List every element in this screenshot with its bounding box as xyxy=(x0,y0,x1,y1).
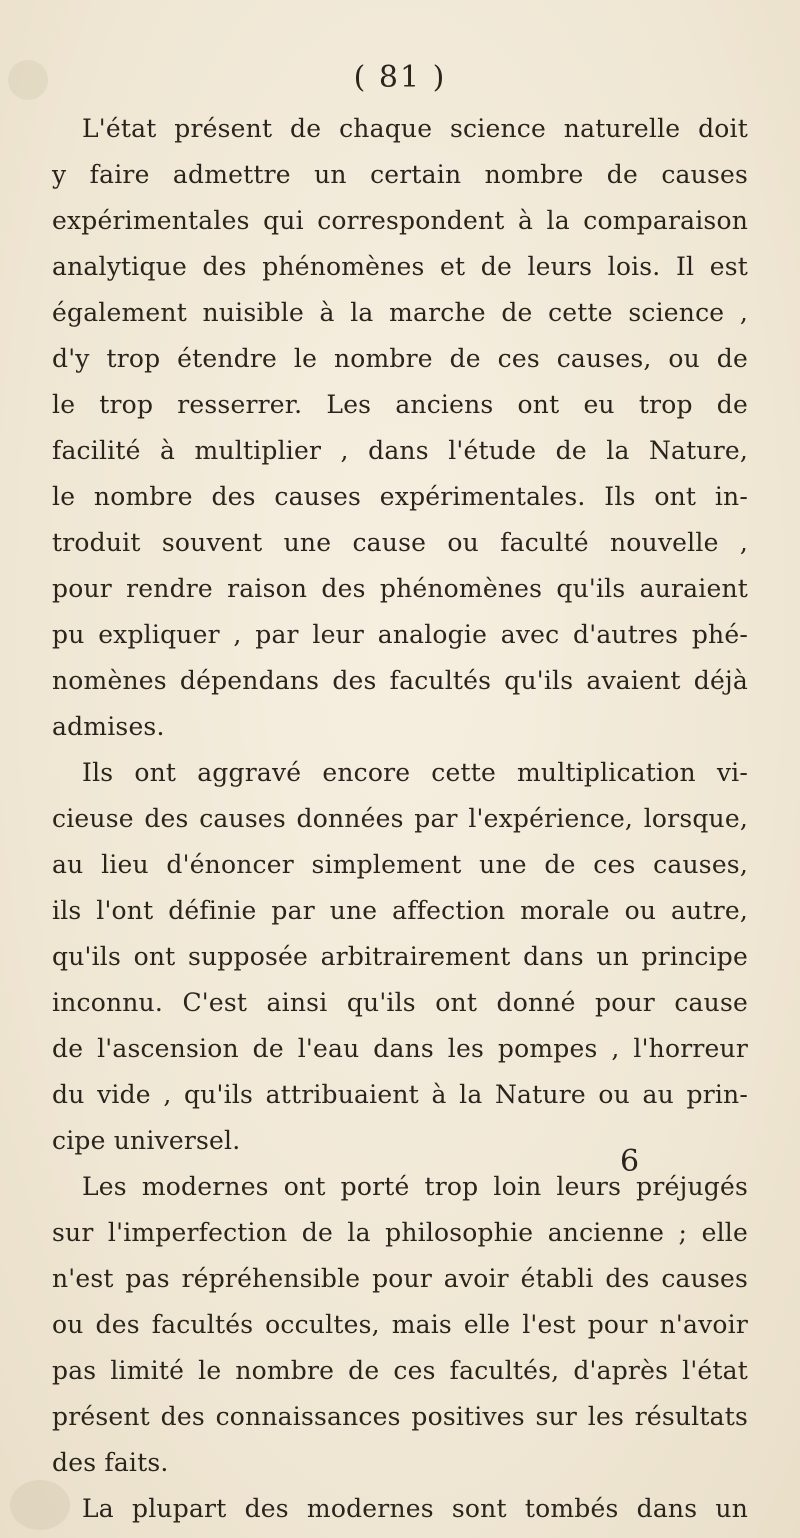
text-line: ils l'ont définie par une affection morale ou autre, xyxy=(52,896,748,925)
text-line: sur l'imperfection de la philosophie ancienne ; elle xyxy=(52,1218,748,1247)
text-line: présent des connaissances positives sur les résultats xyxy=(52,1402,748,1431)
text-line: également nuisible à la marche de cette science , xyxy=(52,298,748,327)
text-line: d'y trop étendre le nombre de ces causes, ou de xyxy=(52,344,748,373)
text-line: analytique des phénomènes et de leurs lois. Il est xyxy=(52,252,748,281)
text-line: le trop resserrer. Les anciens ont eu trop de xyxy=(52,390,748,419)
text-line: qu'ils ont supposée arbitrairement dans un principe xyxy=(52,942,748,971)
text-line: du vide , qu'ils attribuaient à la Nature ou au prin- xyxy=(52,1080,748,1109)
text-line: de l'ascension de l'eau dans les pompes , l'horreur xyxy=(52,1034,748,1063)
text-line: y faire admettre un certain nombre de causes xyxy=(52,160,748,189)
text-line: Ils ont aggravé encore cette multiplication vi- xyxy=(82,758,748,787)
text-line: ou des facultés occultes, mais elle l'est pour n'avoir xyxy=(52,1310,748,1339)
text-line: inconnu. C'est ainsi qu'ils ont donné pour cause xyxy=(52,988,748,1017)
body-text xyxy=(52,106,748,1532)
text-line: n'est pas répréhensible pour avoir établi des causes xyxy=(52,1264,748,1293)
text-line: cipe universel. xyxy=(52,1126,241,1155)
text-line: troduit souvent une cause ou faculté nouvelle , xyxy=(52,528,748,557)
text-line: au lieu d'énoncer simplement une de ces causes, xyxy=(52,850,748,879)
text-line: pas limité le nombre de ces facultés, d'après l'état xyxy=(52,1356,748,1385)
text-line: le nombre des causes expérimentales. Ils ont in- xyxy=(52,482,748,511)
text-line: nomènes dépendans des facultés qu'ils avaient déjà xyxy=(52,666,748,695)
text-line: expérimentales qui correspondent à la comparaison xyxy=(52,206,748,235)
text-line: pour rendre raison des phénomènes qu'ils auraient xyxy=(52,574,748,603)
text-line: des faits. xyxy=(52,1448,169,1477)
text-line: Les modernes ont porté trop loin leurs préjugés xyxy=(82,1172,748,1201)
text-line: facilité à multiplier , dans l'étude de la Nature, xyxy=(52,436,748,465)
page-number-header: ( 81 ) xyxy=(353,60,447,95)
text-line: La plupart des modernes sont tombés dans un xyxy=(82,1494,748,1523)
text-line: L'état présent de chaque science naturelle doit xyxy=(82,114,748,143)
text-line: cieuse des causes données par l'expérience, lorsque, xyxy=(52,804,748,833)
signature-mark: 6 xyxy=(620,1144,640,1179)
text-line: pu expliquer , par leur analogie avec d'autres phé- xyxy=(52,620,748,649)
text-line: admises. xyxy=(52,712,165,741)
